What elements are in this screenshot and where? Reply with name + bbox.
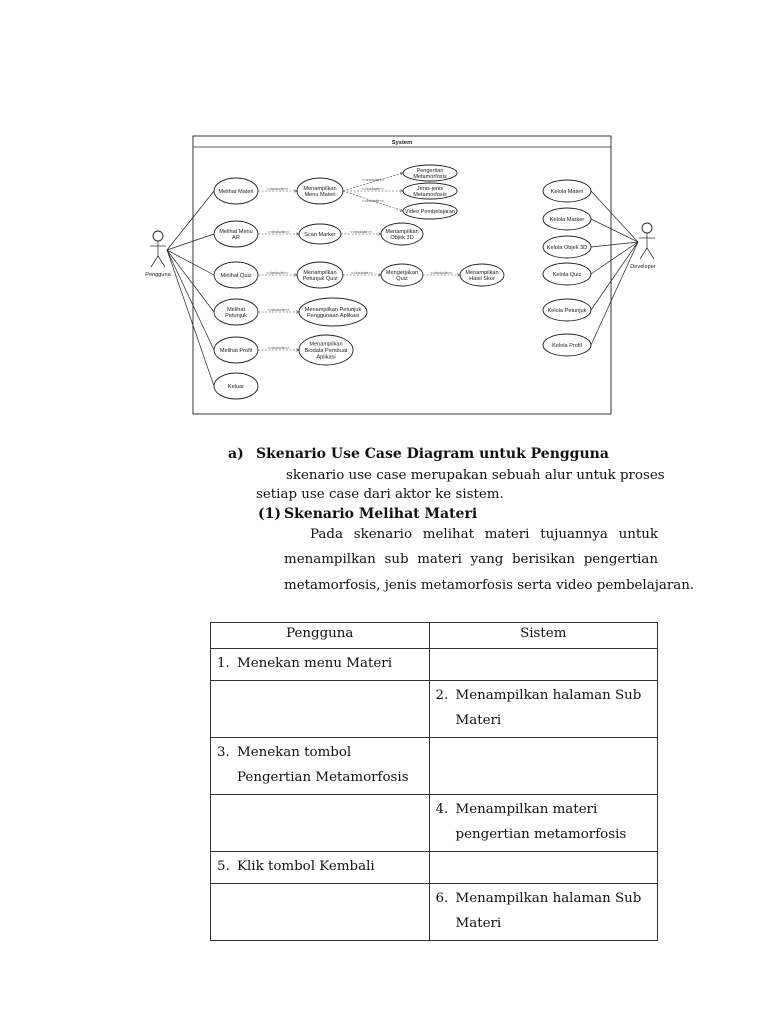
use-case-label: Menampilkan: [465, 269, 499, 276]
step-number: 5.: [217, 859, 230, 874]
step-number: 1.: [217, 656, 230, 671]
table-header-row: [211, 623, 658, 649]
use-case-label: Petunjuk Quiz: [302, 276, 338, 283]
table-cell: [429, 738, 657, 795]
use-case-5: [214, 373, 258, 399]
use-case-mid-4: [299, 335, 353, 365]
actor-pengguna: [145, 231, 171, 278]
use-case-diagram: [140, 130, 656, 420]
use-case-label: Kelola Materi: [550, 189, 584, 195]
table-cell: [211, 852, 430, 884]
step-number: 4.: [435, 802, 449, 817]
table-cell: [211, 681, 430, 738]
use-case-label: Metamorfosis: [413, 192, 447, 199]
include-label: <<include>>: [349, 228, 373, 234]
use-case-mid-3: [299, 298, 367, 326]
desc-line-2: menampilkan sub materi yang berisikan pengertian: [284, 552, 658, 567]
use-case-label: Aplikasi: [316, 354, 336, 361]
step-text: Menampilkan materi pengertian metamorfosis: [455, 802, 627, 842]
actor-label: Developer: [630, 264, 656, 270]
table-row: [211, 852, 658, 884]
use-case-label: Jenis-jenis: [416, 185, 444, 192]
use-case-label: Pengertian: [416, 167, 444, 174]
actor-developer: [630, 223, 656, 270]
step-number: 6.: [435, 891, 449, 906]
include-label: <<include>>: [267, 228, 290, 234]
use-case-1: [214, 221, 258, 247]
use-case-mid-2: [297, 262, 343, 288]
scenario-table: [210, 622, 658, 941]
use-case-label: Quiz: [396, 276, 408, 283]
use-case-objek-3d: [381, 223, 423, 245]
include-label: <<include>>: [361, 197, 385, 203]
include-label: <<include>>: [361, 176, 385, 182]
use-case-quiz-0: [381, 264, 423, 286]
desc-line-3: metamorfosis, jenis metamorfosis serta video pembelajaran.: [284, 578, 695, 593]
use-case-materi-2: [403, 203, 457, 219]
use-case-label: Melihat Quiz: [220, 273, 252, 279]
use-case-label: Menampilkan: [385, 228, 419, 235]
use-case-label: Menampilkan: [303, 269, 337, 276]
table-cell: [429, 795, 657, 852]
intro-line-1: skenario use case merupakan sebuah alur untuk proses: [286, 468, 665, 483]
system-label: System: [391, 140, 413, 146]
step-text: Menekan tombol Pengertian Metamorfosis: [237, 745, 409, 785]
header-sistem: Sistem: [429, 623, 657, 649]
include-label: <<include>>: [350, 269, 374, 275]
table-row: [211, 884, 658, 941]
use-case-label: Kelola Quiz: [552, 272, 582, 278]
section-marker: a): [228, 446, 244, 462]
table-cell: [211, 884, 430, 941]
use-case-dev-0: [543, 180, 591, 202]
include-label: <<include>>: [266, 185, 289, 191]
use-case-label: Mengerjakan: [385, 269, 419, 276]
table-cell: [429, 681, 657, 738]
use-case-label: Menu Materi: [304, 192, 336, 199]
table-cell: [429, 852, 657, 884]
use-case-label: Metamorfosis: [413, 174, 447, 181]
use-case-label: Kelola Petunjuk: [547, 308, 587, 314]
use-case-3: [214, 299, 258, 325]
use-case-materi-0: [403, 165, 457, 181]
table-cell: [211, 795, 430, 852]
sub-title: Skenario Melihat Materi: [284, 506, 478, 522]
step-text: Menekan menu Materi: [237, 656, 392, 671]
use-case-mid-0: [297, 178, 343, 204]
sub-marker: (1): [258, 506, 281, 522]
step-number: 3.: [217, 745, 230, 760]
intro-line-2: setiap use case dari aktor ke sistem.: [256, 487, 504, 502]
include-label: <<include>>: [267, 306, 290, 312]
use-case-label: Melihat Menu: [219, 228, 253, 235]
step-text: Menampilkan halaman Sub Materi: [455, 688, 642, 728]
use-case-label: Biodata Pembuat: [304, 348, 348, 354]
use-case-label: Menampilkan: [309, 341, 343, 348]
table-cell: [429, 884, 657, 941]
step-text: Menampilkan halaman Sub Materi: [455, 891, 642, 931]
use-case-quiz-1: [460, 264, 504, 286]
use-case-label: Objek 3D: [390, 235, 414, 242]
use-case-dev-3: [543, 263, 591, 285]
include-label: <<include>>: [430, 269, 453, 275]
use-case-0: [214, 178, 258, 204]
include-label: <<include>>: [361, 185, 385, 191]
table-cell: [211, 738, 430, 795]
use-case-label: Melihat: [226, 306, 246, 313]
header-pengguna: Pengguna: [211, 623, 430, 649]
use-case-label: Kelola Profil: [552, 343, 582, 349]
use-case-label: Penggunaan Aplikasi: [306, 313, 360, 320]
use-case-label: Melihat Materi: [218, 189, 254, 195]
use-case-label: Scan Marker: [304, 232, 336, 238]
use-case-label: Kelola Marker: [549, 217, 585, 223]
use-case-dev-4: [543, 299, 591, 321]
use-case-label: Keluar: [227, 384, 245, 390]
table-row: [211, 738, 658, 795]
use-case-label: Hasil Skor: [469, 276, 495, 283]
include-label: <<include>>: [267, 344, 290, 350]
use-case-label: Menampilkan: [303, 185, 337, 192]
use-case-label: Video Pembelajaran: [404, 209, 456, 215]
use-case-label: AR: [232, 235, 240, 242]
section-title: Skenario Use Case Diagram untuk Pengguna: [256, 446, 609, 462]
step-number: 2.: [435, 688, 449, 703]
table-row: [211, 795, 658, 852]
table-cell: [211, 649, 430, 681]
step-text: Klik tombol Kembali: [237, 859, 375, 874]
use-case-dev-1: [543, 208, 591, 230]
section-heading: [228, 446, 609, 462]
use-case-dev-2: [543, 236, 591, 258]
include-label: <<include>>: [266, 269, 289, 275]
use-case-materi-1: [403, 183, 457, 199]
use-case-4: [214, 337, 258, 363]
actor-label: Pengguna: [145, 272, 171, 278]
use-case-2: [214, 262, 258, 288]
sub-heading: [258, 506, 477, 522]
use-case-label: Menampilkan Petunjuk: [304, 306, 362, 313]
desc-line-1: Pada skenario melihat materi tujuannya untuk: [310, 527, 658, 542]
use-case-mid-1: [299, 224, 341, 244]
use-case-label: Kelola Objek 3D: [546, 245, 588, 251]
use-case-dev-5: [543, 334, 591, 356]
table-row: [211, 649, 658, 681]
table-row: [211, 681, 658, 738]
use-case-label: Petunjuk: [225, 313, 247, 320]
use-case-label: Melihat Profil: [219, 348, 253, 354]
table-cell: [429, 649, 657, 681]
